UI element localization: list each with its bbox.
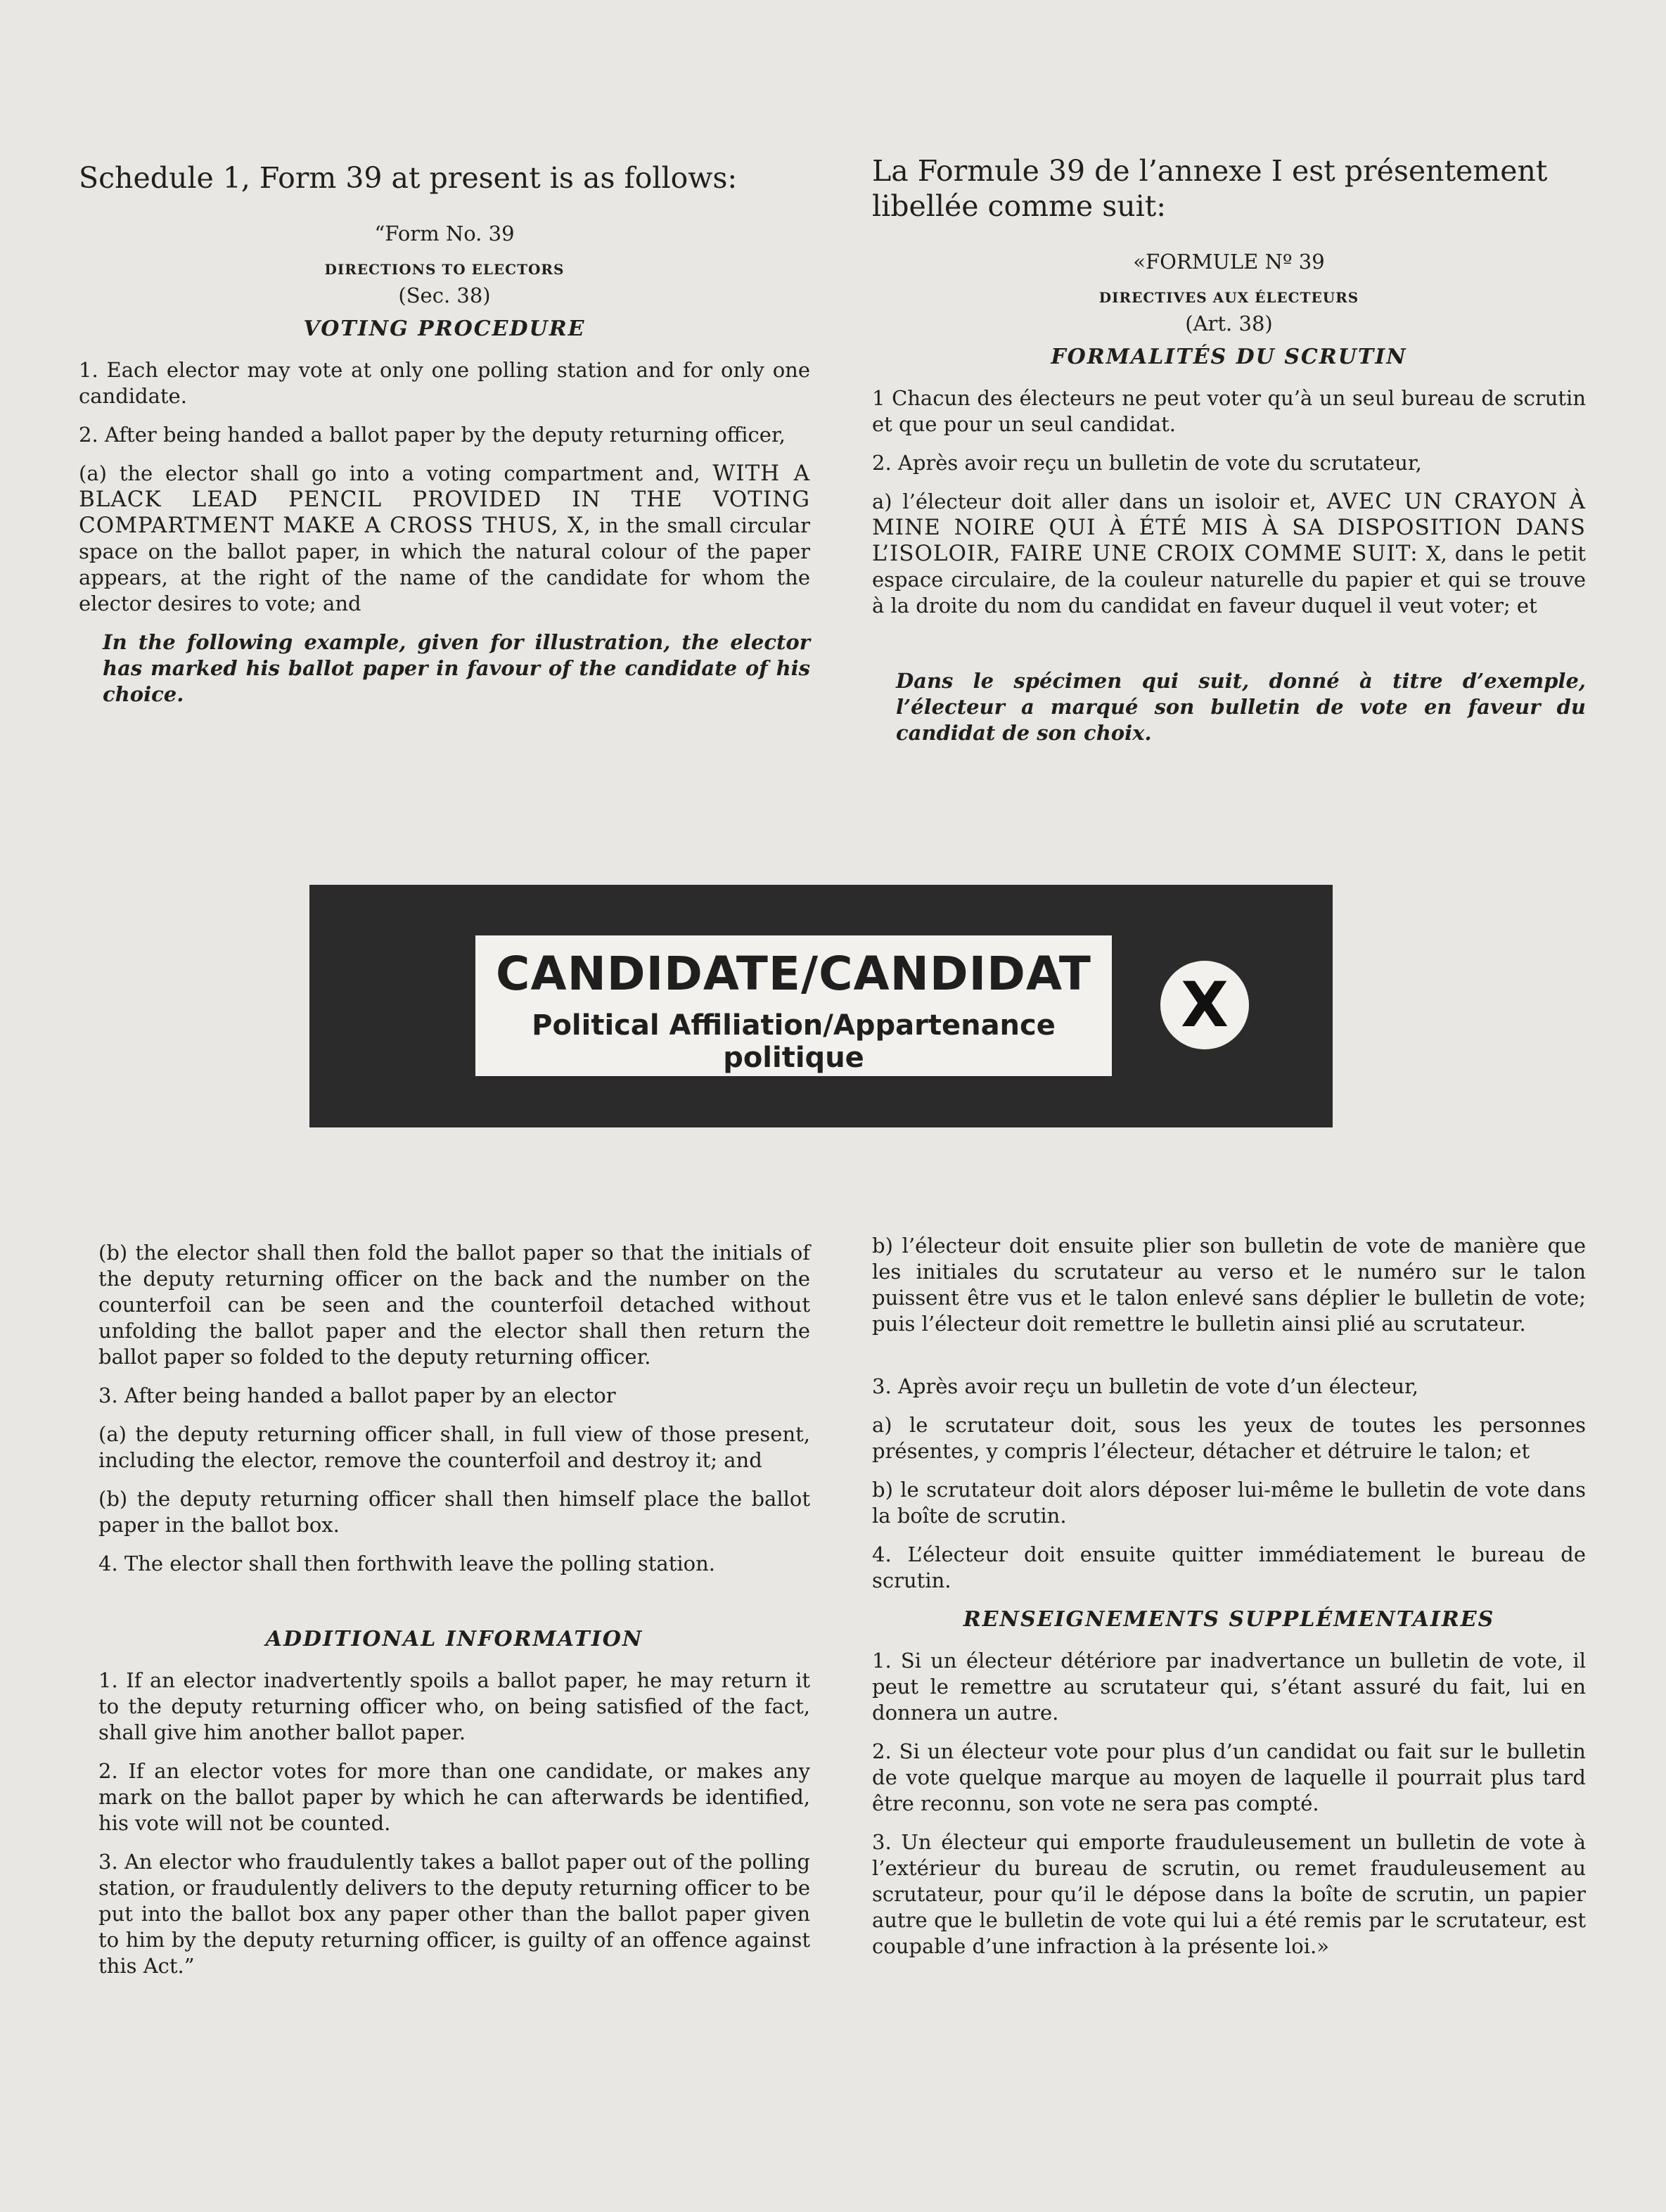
english-procedure-title: VOTING PROCEDURE bbox=[303, 317, 586, 341]
english-directions: DIRECTIONS TO ELECTORS bbox=[324, 261, 565, 278]
english-column-lower bbox=[98, 1240, 810, 1992]
english-rule-2a-caps: WITH A BLACK LEAD PENCIL PROVIDED IN THE VOTING COMPARTMENT MAKE A CROSS THUS, X, bbox=[79, 461, 811, 538]
french-rule-3: 3. Après avoir reçu un bulletin de vote d’un électeur, bbox=[872, 1374, 1418, 1398]
sample-ballot bbox=[309, 885, 1333, 1127]
spacer bbox=[872, 632, 1586, 668]
french-example-note: Dans le spécimen qui suit, donné à titre d’exemple, l’électeur a marqué son bulletin de vote en faveur du candidat de son choix. bbox=[896, 669, 1586, 745]
english-section: (Sec. 38) bbox=[398, 283, 491, 307]
english-rule-2a-rest: in the small circular space on the ballot paper, in which the natural colour of the paper appears, at the right of the name of the candidate for whom the elector desires to vote; and bbox=[79, 513, 810, 615]
french-procedure-title: FORMALITÉS DU SCRUTIN bbox=[1051, 345, 1407, 369]
french-directions: DIRECTIVES AUX ÉLECTEURS bbox=[1098, 289, 1359, 306]
french-rule-2a-lead: a) l’électeur doit aller dans un isoloir et, bbox=[872, 490, 1316, 513]
english-additional-title: ADDITIONAL INFORMATION bbox=[265, 1627, 643, 1651]
french-section: (Art. 38) bbox=[1185, 312, 1273, 335]
french-additional-title: RENSEIGNEMENTS SUPPLÉMENTAIRES bbox=[963, 1607, 1495, 1632]
english-rule-3b: (b) the deputy returning officer shall then himself place the ballot paper in the ballot box. bbox=[98, 1487, 810, 1537]
english-rule-3a: (a) the deputy returning officer shall, in full view of those present, including the elector, remove the counterfoil and destroy it; and bbox=[98, 1422, 810, 1472]
english-rule-3: 3. After being handed a ballot paper by an elector bbox=[98, 1383, 616, 1407]
french-additional-3: 3. Un électeur qui emporte frauduleusement un bulletin de vote à l’extérieur du bureau de scrutin, ou remet frauduleusement au scrutateur, pour qu’il le dépose dans la boîte de scrutin, un papier autre que le bulletin de vote qui lui a été remis par le scrutateur, est coupable d’une infraction à la présente loi.» bbox=[872, 1830, 1586, 1958]
french-rule-3b: b) le scrutateur doit alors déposer lui-même le bulletin de vote dans la boîte de scrutin. bbox=[872, 1478, 1586, 1528]
ballot-x-mark: X bbox=[1160, 961, 1249, 1049]
french-rule-2: 2. Après avoir reçu un bulletin de vote du scrutateur, bbox=[872, 451, 1422, 475]
ballot-candidate-label bbox=[475, 935, 1112, 1076]
french-rule-2a-caps: AVEC UN CRAYON À MINE NOIRE QUI À ÉTÉ MIS À SA DISPOSITION DANS L’ISOLOIR, FAIRE UNE CROIX COMME SUIT: bbox=[872, 489, 1587, 566]
english-additional-1: 1. If an elector inadvertently spoils a ballot paper, he may return it to the deputy returning officer who, on being satisfied of the fact, shall give him another ballot paper. bbox=[98, 1668, 810, 1744]
french-rule-1: 1 Chacun des électeurs ne peut voter qu’à un seul bureau de scrutin et que pour un seul candidat. bbox=[872, 386, 1586, 436]
english-rule-2: 2. After being handed a ballot paper by the deputy returning officer, bbox=[79, 423, 786, 447]
french-rule-2a bbox=[872, 489, 1586, 619]
english-rule-1: 1. Each elector may vote at only one polling station and for only one candidate. bbox=[79, 358, 810, 408]
english-example-note: In the following example, given for illustration, the elector has marked his ballot paper in favour of the candidate of his choice. bbox=[103, 630, 810, 706]
french-additional-1: 1. Si un électeur détériore par inadvertance un bulletin de vote, il peut le remettre au scrutateur qui, s’étant assuré du fait, lui en donnera un autre. bbox=[872, 1649, 1586, 1725]
french-rule-3a: a) le scrutateur doit, sous les yeux de toutes les personnes présentes, y compris l’électeur, détacher et détruire le talon; et bbox=[872, 1413, 1586, 1463]
english-additional-3: 3. An elector who fraudulently takes a ballot paper out of the polling station, or fraudulently delivers to the deputy returning officer to be put into the ballot box any paper other than the ballot paper given to him by the deputy returning officer, is guilty of an offence against this Act.” bbox=[98, 1850, 810, 1978]
french-rule-2b: b) l’électeur doit ensuite plier son bulletin de vote de manière que les initiales du scrutateur au verso et le numéro sur le talon puissent être vus et le talon enlevé sans déplier le bulletin de vote; puis l’électeur doit remettre le bulletin ainsi plié au scrutateur. bbox=[872, 1234, 1586, 1336]
english-rule-2a bbox=[79, 461, 810, 617]
english-heading: Schedule 1, Form 39 at present is as follows: bbox=[79, 161, 738, 195]
english-form-number: “Form No. 39 bbox=[374, 222, 515, 245]
spacer bbox=[98, 1590, 810, 1626]
english-column-upper bbox=[79, 160, 810, 720]
french-rule-2a-rest: X, dans le petit espace circulaire, de la couleur naturelle du papier et qui se trouve à la droite du nom du candidat en faveur duquel il veut voter; et bbox=[872, 542, 1587, 618]
english-rule-4: 4. The elector shall then forthwith leave the polling station. bbox=[98, 1552, 715, 1575]
french-column-lower bbox=[872, 1233, 1586, 1972]
ballot-political-affiliation: Political Affiliation/Appartenance politique bbox=[532, 1009, 1056, 1074]
english-rule-2a-lead: (a) the elector shall go into a voting compartment and, bbox=[79, 461, 700, 485]
french-column-upper bbox=[872, 153, 1586, 759]
ballot-candidate-name: CANDIDATE/CANDIDAT bbox=[496, 947, 1091, 1001]
french-heading: La Formule 39 de l’annexe I est présentement libellée comme suit: bbox=[872, 154, 1548, 223]
french-rule-4: 4. L’électeur doit ensuite quitter immédiatement le bureau de scrutin. bbox=[872, 1542, 1586, 1592]
french-form-number: «FORMULE Nº 39 bbox=[1133, 250, 1325, 274]
english-additional-2: 2. If an elector votes for more than one candidate, or makes any mark on the ballot paper by which he can afterwards be identified, his vote will not be counted. bbox=[98, 1759, 810, 1835]
spacer bbox=[872, 1350, 1586, 1374]
english-rule-2b: (b) the elector shall then fold the ballot paper so that the initials of the deputy returning officer on the back and the number on the counterfoil can be seen and the counterfoil detached without unfolding the ballot paper and the elector shall then return the ballot paper so folded to the deputy returning officer. bbox=[98, 1241, 810, 1369]
french-additional-2: 2. Si un électeur vote pour plus d’un candidat ou fait sur le bulletin de vote quelque marque au moyen de laquelle il pourrait plus tard être reconnu, son vote ne sera pas compté. bbox=[872, 1739, 1586, 1815]
